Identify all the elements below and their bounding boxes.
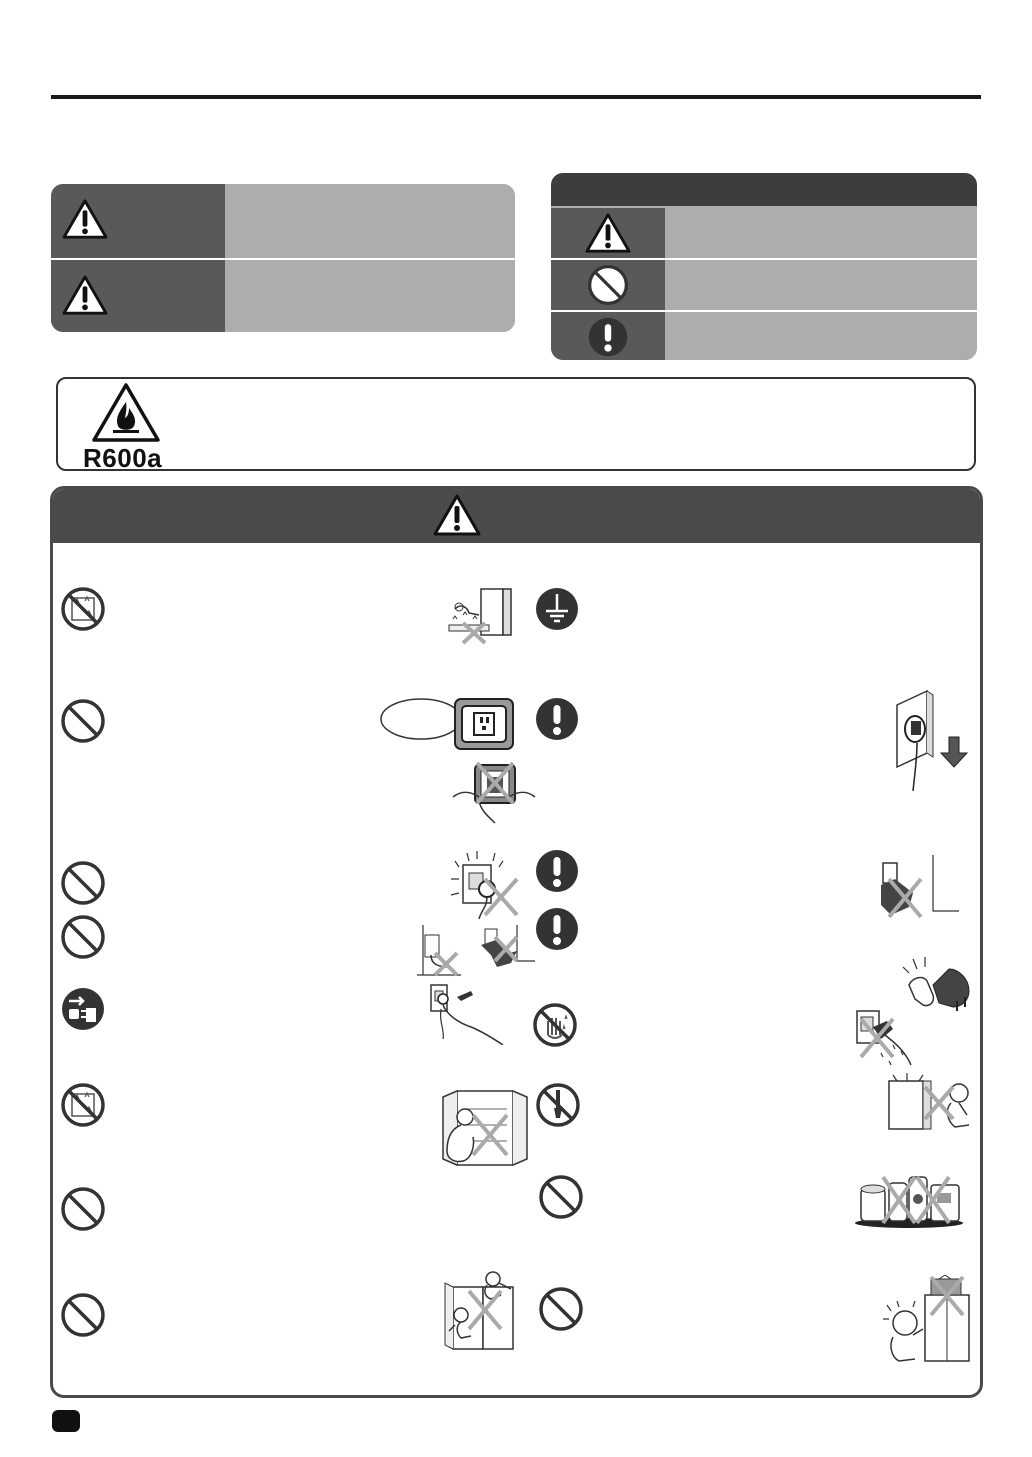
prohibition-icon <box>59 913 107 961</box>
multi-plug-outlet-illustration <box>449 761 539 825</box>
dedicated-outlet-illustration <box>379 695 549 757</box>
prohibition-icon <box>585 263 631 307</box>
warning-triangle-icon <box>61 198 109 240</box>
legend-row-2-description <box>225 260 515 332</box>
page-number-badge <box>52 1410 80 1432</box>
symbol-row-mandatory-text <box>665 312 977 360</box>
no-water-icon <box>59 1081 107 1129</box>
flammable-warning-icon <box>91 382 161 444</box>
mandatory-exclamation-icon <box>533 905 581 953</box>
unplug-icon <box>59 985 107 1033</box>
warning-triangle-icon <box>61 274 109 316</box>
spray-inside-fridge-illustration <box>437 1085 533 1173</box>
symbol-row-prohibition <box>551 260 977 310</box>
warning-triangle-icon <box>433 493 481 537</box>
legend-row-2-symbol-cell <box>51 260 225 332</box>
symbol-row-warning <box>551 208 977 258</box>
fridge-sparks-person-illustration <box>883 1073 975 1131</box>
refrigerant-notice <box>56 377 976 471</box>
prohibition-icon <box>59 1185 107 1233</box>
plug-behind-fridge-illustration <box>869 855 959 925</box>
legend-row-2 <box>51 258 515 332</box>
symbol-meaning-legend <box>551 173 977 360</box>
child-climbing-door-illustration <box>441 1269 529 1351</box>
wet-hand-plug-illustration <box>853 957 975 1073</box>
legend-row-1-description <box>225 184 515 258</box>
plug-water-spray-illustration <box>445 585 535 647</box>
no-wet-hands-icon <box>531 1001 579 1049</box>
prohibition-icon <box>59 1291 107 1339</box>
falling-objects-illustration <box>879 1275 975 1365</box>
mandatory-exclamation-icon <box>585 315 631 359</box>
hazard-level-legend <box>51 184 515 332</box>
no-disassembly-icon <box>534 1081 582 1129</box>
refrigerant-code: R600a <box>83 443 163 473</box>
prohibition-icon <box>59 859 107 907</box>
top-rule <box>51 95 981 99</box>
legend-row-1 <box>51 184 515 258</box>
prohibition-icon <box>537 1285 585 1333</box>
warning-panel-header <box>53 489 980 543</box>
no-water-icon <box>59 585 107 633</box>
loose-plug-spark-illustration <box>447 849 539 923</box>
warning-triangle-icon <box>585 211 631 255</box>
symbol-row-mandatory <box>551 312 977 360</box>
symbol-legend-header <box>551 173 977 206</box>
pull-plug-hand-illustration <box>427 983 511 1045</box>
legend-row-1-symbol-cell <box>51 184 225 258</box>
ground-icon <box>533 585 581 633</box>
mandatory-exclamation-icon <box>533 847 581 895</box>
symbol-row-prohibition-text <box>665 260 977 310</box>
prohibition-icon <box>537 1173 585 1221</box>
wall-plug-arrow-illustration <box>885 689 975 795</box>
warning-panel <box>50 486 983 1398</box>
flammable-bottles-illustration <box>853 1173 965 1229</box>
prohibition-icon <box>59 697 107 745</box>
cord-damage-illustration <box>417 925 535 981</box>
symbol-row-warning-text <box>665 208 977 258</box>
